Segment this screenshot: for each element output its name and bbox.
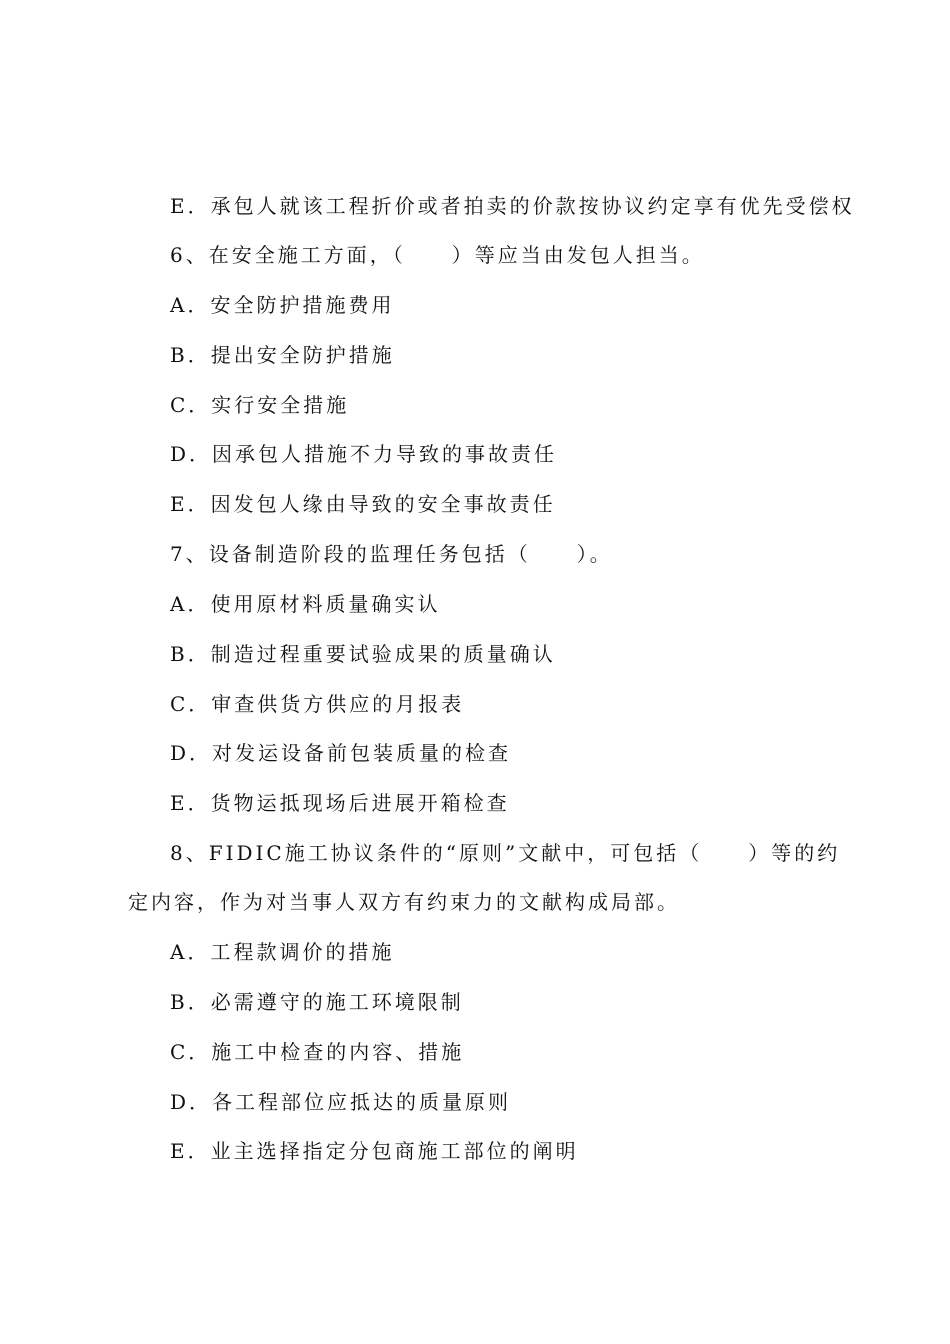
option-6a: A．安全防护措施费用 bbox=[170, 293, 395, 317]
option-7a: A．使用原材料质量确实认 bbox=[170, 592, 441, 616]
option-8b: B．必需遵守的施工环境限制 bbox=[170, 990, 464, 1014]
option-7e: E．货物运抵现场后进展开箱检查 bbox=[170, 791, 510, 815]
question-7: 7、设备制造阶段的监理任务包括（ ）。 bbox=[170, 542, 613, 566]
question-8-line-1: 8、FIDIC施工协议条件的“原则”文献中，可包括（ ）等的约 bbox=[170, 841, 841, 865]
option-8a: A．工程款调价的措施 bbox=[170, 940, 395, 964]
option-8e: E．业主选择指定分包商施工部位的阐明 bbox=[170, 1139, 579, 1163]
question-8-line-2: 定内容，作为对当事人双方有约束力的文献构成局部。 bbox=[128, 890, 680, 914]
question-6: 6、在安全施工方面，（ ）等应当由发包人担当。 bbox=[170, 243, 705, 267]
option-7b: B．制造过程重要试验成果的质量确认 bbox=[170, 642, 556, 666]
option-7c: C．审查供货方供应的月报表 bbox=[170, 692, 465, 716]
option-6d: D．因承包人措施不力导致的事故责任 bbox=[170, 442, 558, 466]
option-5e: E．承包人就该工程折价或者拍卖的价款按协议约定享有优先受偿权 bbox=[170, 194, 855, 218]
option-6e: E．因发包人缘由导致的安全事故责任 bbox=[170, 492, 556, 516]
option-6b: B．提出安全防护措施 bbox=[170, 343, 395, 367]
option-8c: C．施工中检查的内容、措施 bbox=[170, 1040, 465, 1064]
option-7d: D．对发运设备前包装质量的检查 bbox=[170, 741, 512, 765]
option-8d: D．各工程部位应抵达的质量原则 bbox=[170, 1090, 512, 1114]
option-6c: C．实行安全措施 bbox=[170, 393, 350, 417]
